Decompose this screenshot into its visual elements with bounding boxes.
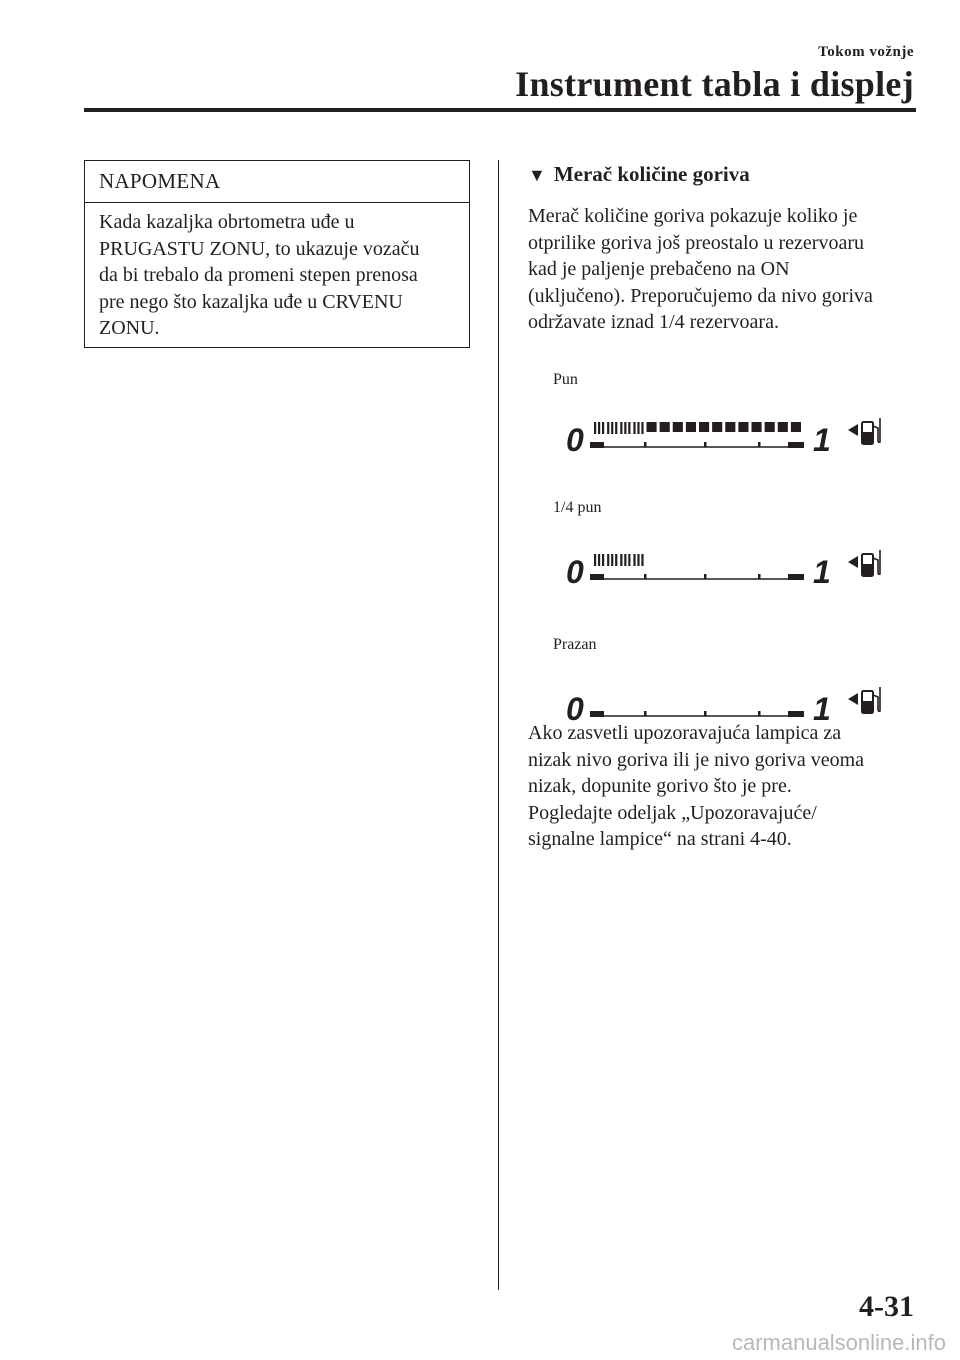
gauge-fill-segment [765, 422, 775, 432]
gauge-fill-segment [791, 422, 801, 432]
gauge-max-label: 1 [813, 554, 831, 590]
gauge-fill-stripe [598, 422, 600, 434]
gauge-fill-stripe [620, 554, 622, 566]
note-box [84, 160, 470, 348]
section-label: Tokom vožnje [818, 44, 914, 60]
gauge-fill-segment [752, 422, 762, 432]
gauge-tick [758, 574, 761, 579]
gauge-fill-stripe [607, 554, 609, 566]
fuel-gauge-full [560, 408, 890, 468]
gauge-fill-segment [660, 422, 670, 432]
gauge-fill-stripe [602, 554, 604, 566]
fuel-gauge-svg [560, 540, 890, 600]
paragraph-line: Merač količine goriva pokazuje koliko je [528, 205, 858, 227]
gauge-tick [704, 442, 707, 447]
gauge-caption-full: Pun [553, 371, 578, 388]
gauge-fill-stripe [633, 422, 635, 434]
gauge-baseline-right [788, 711, 804, 717]
gauge-min-label: 0 [566, 422, 584, 458]
paragraph-line: (uključeno). Preporučujemo da nivo goriva [528, 284, 873, 307]
fuel-pump-hose [873, 550, 880, 574]
gauge-max-label: 1 [813, 691, 831, 727]
gauge-fill-segment [712, 422, 722, 432]
gauge-fill-stripe [637, 422, 639, 434]
page-number: 4-31 [859, 1290, 914, 1323]
gauge-fill-segment [673, 422, 683, 432]
gauge-fill-segment [699, 422, 709, 432]
gauge-baseline-left [590, 711, 604, 717]
paragraph-line: nizak, dopunite gorivo što je pre. [528, 775, 792, 797]
page-title: Instrument tabla i displej [515, 64, 914, 104]
gauge-baseline-left [590, 574, 604, 580]
gauge-fill-segment [725, 422, 735, 432]
paragraph-line: otprilike goriva još preostalo u rezervoaru [528, 231, 864, 254]
gauge-max-label: 1 [813, 422, 831, 458]
note-line: pre nego što kazaljka uđe u CRVENU [99, 290, 403, 313]
fuel-pump-icon [862, 687, 880, 713]
paragraph-line: signalne lampice“ na strani 4-40. [528, 828, 792, 850]
gauge-tick [704, 711, 707, 716]
gauge-fill-stripe [641, 554, 643, 566]
fuel-warning-paragraph [528, 720, 913, 853]
column-divider [498, 160, 499, 1290]
fuel-gauge-quarter [560, 540, 890, 600]
gauge-tick [758, 442, 761, 447]
gauge-baseline-left [590, 442, 604, 448]
fuel-pump-hose [873, 418, 880, 442]
note-text [99, 209, 463, 342]
note-line: ZONU. [99, 317, 160, 339]
fuel-section-title-text: Merač količine goriva [553, 162, 750, 186]
note-title: NAPOMENA [99, 169, 221, 193]
gauge-caption-empty: Prazan [553, 636, 597, 653]
watermark: carmanualsonline.info [731, 1330, 946, 1355]
gauge-fill-stripe [620, 422, 622, 434]
fuel-pump-hose [873, 687, 880, 711]
gauge-fill-stripe [594, 554, 596, 566]
gauge-min-label: 0 [566, 691, 584, 727]
gauge-arrow-icon [848, 693, 858, 705]
gauge-fill-segment [778, 422, 788, 432]
gauge-fill-stripe [594, 422, 596, 434]
gauge-fill-segment [738, 422, 748, 432]
paragraph-line: nizak nivo goriva ili je nivo goriva veoma [528, 748, 865, 771]
fuel-gauge-svg [560, 408, 890, 468]
gauge-fill-stripe [615, 554, 617, 566]
gauge-tick [758, 711, 761, 716]
gauge-fill-stripe [611, 422, 613, 434]
triangle-bullet-icon: ▼ [528, 165, 546, 185]
gauge-fill-stripe [615, 422, 617, 434]
fuel-section-title [528, 160, 750, 189]
fuel-pump-icon [862, 418, 880, 444]
gauge-fill-stripe [628, 422, 630, 434]
gauge-fill-stripe [602, 422, 604, 434]
note-line: PRUGASTU ZONU, to ukazuje vozaču [99, 237, 420, 260]
note-line: Kada kazaljka obrtometra uđe u [99, 211, 355, 233]
gauge-fill-stripe [624, 554, 626, 566]
paragraph-line: Ako zasvetli upozoravajuća lampica za [528, 722, 842, 744]
gauge-tick [644, 711, 647, 716]
gauge-caption-quarter: 1/4 pun [553, 499, 602, 516]
note-line: da bi trebalo da promeni stepen prenosa [99, 264, 418, 286]
gauge-arrow-icon [848, 424, 858, 436]
fuel-pump-icon [862, 550, 880, 576]
gauge-fill-stripe [598, 554, 600, 566]
gauge-fill-stripe [637, 554, 639, 566]
paragraph-line: održavate iznad 1/4 rezervoara. [528, 311, 779, 333]
paragraph-line: Pogledajte odeljak „Upozoravajuće/ [528, 801, 817, 824]
gauge-arrow-icon [848, 556, 858, 568]
gauge-tick [644, 574, 647, 579]
gauge-tick [704, 574, 707, 579]
paragraph-line: kad je paljenje prebačeno na ON [528, 258, 790, 280]
gauge-fill-segment [686, 422, 696, 432]
gauge-min-label: 0 [566, 554, 584, 590]
header-rule [84, 108, 916, 112]
gauge-fill-stripe [607, 422, 609, 434]
note-divider [85, 202, 469, 203]
gauge-fill-stripe [641, 422, 643, 434]
fuel-pump-base [862, 432, 873, 444]
gauge-fill-stripe [628, 554, 630, 566]
fuel-intro-paragraph [528, 203, 913, 336]
gauge-fill-stripe [633, 554, 635, 566]
gauge-tick [644, 442, 647, 447]
gauge-fill-stripe [624, 422, 626, 434]
fuel-pump-base [862, 564, 873, 576]
gauge-baseline-right [788, 442, 804, 448]
gauge-baseline-right [788, 574, 804, 580]
fuel-pump-base [862, 701, 873, 713]
gauge-fill-segment [647, 422, 657, 432]
gauge-fill-stripe [611, 554, 613, 566]
